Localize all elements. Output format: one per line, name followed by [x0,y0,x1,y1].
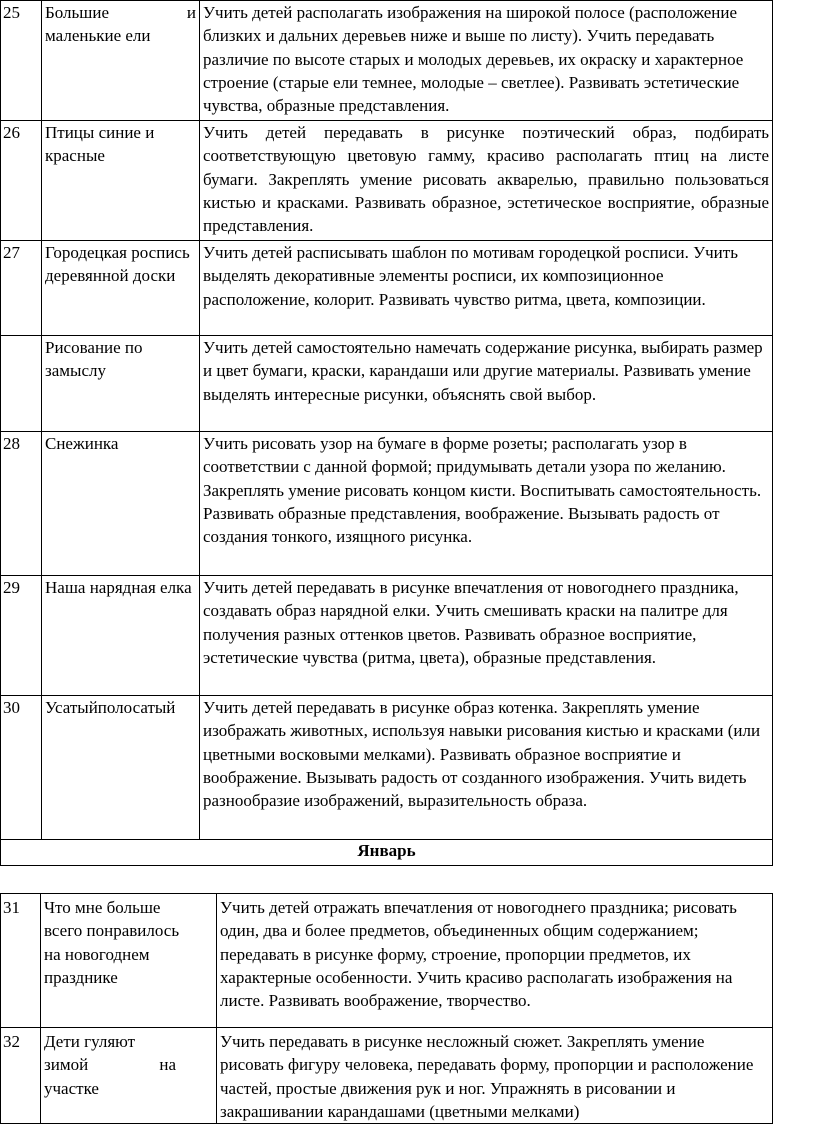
table-row [1,894,773,1028]
lesson-number: 30 [1,696,42,840]
table-row [1,241,773,336]
lesson-number: 32 [1,1028,41,1124]
lesson-topic: Городецкая роспись деревянной доски [42,241,200,336]
lesson-topic: Усатыйполосатый [42,696,200,840]
lesson-topic: Наша нарядная елка [42,576,200,696]
lesson-topic: Что мне больше всего понравилось на новогоднем празднике [41,894,217,1028]
lesson-description: Учить детей передавать в рисунке поэтический образ, подбирать соответствующую цветовую гамму, красиво располагать птиц на листе бумаги. Закреплять умение рисовать акварелью, правильно пользоваться кистью и красками. Развивать образное, эстетическое восприятие, образные представления. [200,121,773,241]
table-row [1,696,773,840]
lesson-topic-part: маленькие ели [45,26,151,46]
lesson-description: Учить детей расписывать шаблон по мотивам городецкой росписи. Учить выделять декоративные элементы росписи, их композиционное расположение, колорит. Развивать чувство ритма, цвета, композиции. [200,241,773,336]
lesson-description: Учить детей передавать в рисунке впечатления от новогоднего праздника, создавать образ нарядной елки. Учить смешивать краски на палитре для получения разных оттенков цветов. Развивать образное восприятие, эстетические чувства (ритма, цвета), образные представления. [200,576,773,696]
lesson-topic: Рисование по замыслу [42,336,200,432]
month-header: Январь [1,840,773,866]
lesson-description: Учить детей передавать в рисунке образ котенка. Закреплять умение изображать животных, используя навыки рисования кистью и красками (или цветными восковыми мелками). Развивать образное восприятие и воображение. Вызывать радость от созданного изображения. Учить видеть разнообразие изображений, выразительность образа. [200,696,773,840]
lesson-description: Учить передавать в рисунке несложный сюжет. Закреплять умение рисовать фигуру человека, передавать форму, пропорции и расположение частей, простые движения рук и ног. Упражнять в рисовании и закрашивании карандашами (цветными мелками) [217,1028,773,1124]
table-row [1,1028,773,1124]
lesson-number: 29 [1,576,42,696]
lesson-number: 31 [1,894,41,1028]
lesson-topic-part: на [159,1055,176,1075]
lesson-table-january [0,893,773,1124]
lesson-topic [41,1028,217,1124]
lesson-topic-part: Большие [45,3,110,22]
lesson-number: 28 [1,432,42,576]
lesson-topic-part: зимой [44,1055,89,1075]
lesson-topic-part: и [186,3,196,22]
lesson-number: 26 [1,121,42,241]
table-row [1,121,773,241]
lesson-topic [42,1,200,121]
lesson-description: Учить детей располагать изображения на широкой полосе (расположение близких и дальних деревьев ниже и выше по листу). Учить передавать различие по высоте старых и молодых деревьев, их окраску и характерное строение (старые ели темнее, молодые – светлее). Развивать эстетические чувства, образные представления. [200,1,773,121]
table-row [1,432,773,576]
lesson-description: Учить детей самостоятельно намечать содержание рисунка, выбирать размер и цвет бумаги, краски, карандаши или другие материалы. Развивать умение выделять интересные рисунки, объяснять свой выбор. [200,336,773,432]
lesson-number: 25 [1,1,42,121]
lesson-description: Учить рисовать узор на бумаге в форме розеты; располагать узор в соответствии с данной формой; придумывать детали узора по желанию. Закреплять умение рисовать концом кисти. Воспитывать самостоятельность. Развивать образные представления, воображение. Вызывать радость от создания тонкого, изящного рисунка. [200,432,773,576]
table-row [1,1,773,121]
lesson-topic: Птицы синие и красные [42,121,200,241]
lesson-topic: Снежинка [42,432,200,576]
lesson-description: Учить детей отражать впечатления от новогоднего праздника; рисовать один, два и более предметов, объединенных общим содержанием; передавать в рисунке форму, строение, пропорции предметов, их характерные особенности. Учить красиво располагать изображения на листе. Развивать воображение, творчество. [217,894,773,1028]
lesson-topic-part: участке [44,1078,99,1098]
lesson-topic-part: Дети гуляют [44,1032,136,1051]
lesson-number: 27 [1,241,42,336]
table-row [1,576,773,696]
table-row [1,336,773,432]
lesson-number [1,336,42,432]
month-header-row [1,840,773,866]
